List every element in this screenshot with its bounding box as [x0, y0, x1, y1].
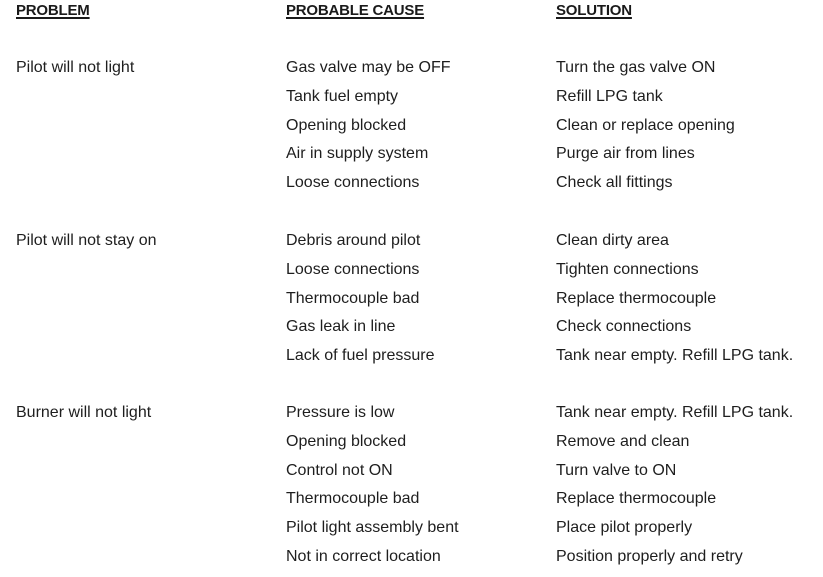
- solution-cell: Place pilot properly: [556, 519, 693, 537]
- solution-cell: Clean or replace opening: [556, 116, 735, 134]
- table-row: [0, 261, 823, 290]
- table-row: [0, 433, 823, 462]
- solution-cell: Tank near empty. Refill LPG tank.: [556, 347, 794, 365]
- solution-cell: Turn the gas valve ON: [556, 59, 716, 76]
- table-row: [0, 117, 823, 146]
- table-row: [0, 548, 823, 577]
- table-row: [0, 174, 823, 203]
- solution-cell: Replace thermocouple: [556, 490, 717, 508]
- problem-label: Pilot will not light: [16, 59, 135, 76]
- table-row: [0, 59, 823, 88]
- problem-label: Burner will not light: [16, 404, 152, 421]
- cause-cell: Gas valve may be OFF: [286, 59, 451, 76]
- solution-cell: Position properly and retry: [556, 548, 743, 565]
- solution-cell: Tighten connections: [556, 260, 699, 278]
- cause-cell: Opening blocked: [286, 432, 407, 450]
- table-row: [0, 88, 823, 117]
- cause-cell: Opening blocked: [286, 116, 407, 134]
- table-row: [0, 519, 823, 548]
- solution-cell: Clean dirty area: [556, 232, 669, 249]
- table-row: [0, 404, 823, 433]
- solution-cell: Remove and clean: [556, 432, 690, 450]
- table-row: [0, 347, 823, 376]
- cause-cell: Gas leak in line: [286, 318, 396, 336]
- solution-cell: Check all fittings: [556, 174, 673, 192]
- table-row: [0, 145, 823, 174]
- cause-cell: Loose connections: [286, 260, 420, 278]
- cause-cell: Loose connections: [286, 174, 420, 192]
- solution-cell: Check connections: [556, 318, 692, 336]
- table-row: [0, 318, 823, 347]
- solution-cell: Tank near empty. Refill LPG tank.: [556, 404, 794, 421]
- table-row: [0, 490, 823, 519]
- cause-cell: Pressure is low: [286, 404, 395, 421]
- header-solution: SOLUTION: [556, 2, 632, 19]
- cause-cell: Air in supply system: [286, 145, 429, 163]
- cause-cell: Thermocouple bad: [286, 289, 420, 307]
- cause-cell: Tank fuel empty: [286, 87, 399, 105]
- table-row: [0, 232, 823, 261]
- table-row: [0, 462, 823, 491]
- cause-cell: Thermocouple bad: [286, 490, 420, 508]
- cause-cell: Lack of fuel pressure: [286, 347, 435, 365]
- cause-cell: Control not ON: [286, 461, 393, 479]
- solution-cell: Purge air from lines: [556, 145, 695, 163]
- cause-cell: Debris around pilot: [286, 232, 421, 249]
- table-row: [0, 290, 823, 319]
- header-problem: PROBLEM: [16, 2, 90, 19]
- solution-cell: Turn valve to ON: [556, 461, 677, 479]
- cause-cell: Not in correct location: [286, 548, 441, 565]
- problem-label: Pilot will not stay on: [16, 232, 157, 249]
- solution-cell: Refill LPG tank: [556, 87, 663, 105]
- header-probable-cause: PROBABLE CAUSE: [286, 2, 425, 19]
- cause-cell: Pilot light assembly bent: [286, 519, 459, 537]
- solution-cell: Replace thermocouple: [556, 289, 717, 307]
